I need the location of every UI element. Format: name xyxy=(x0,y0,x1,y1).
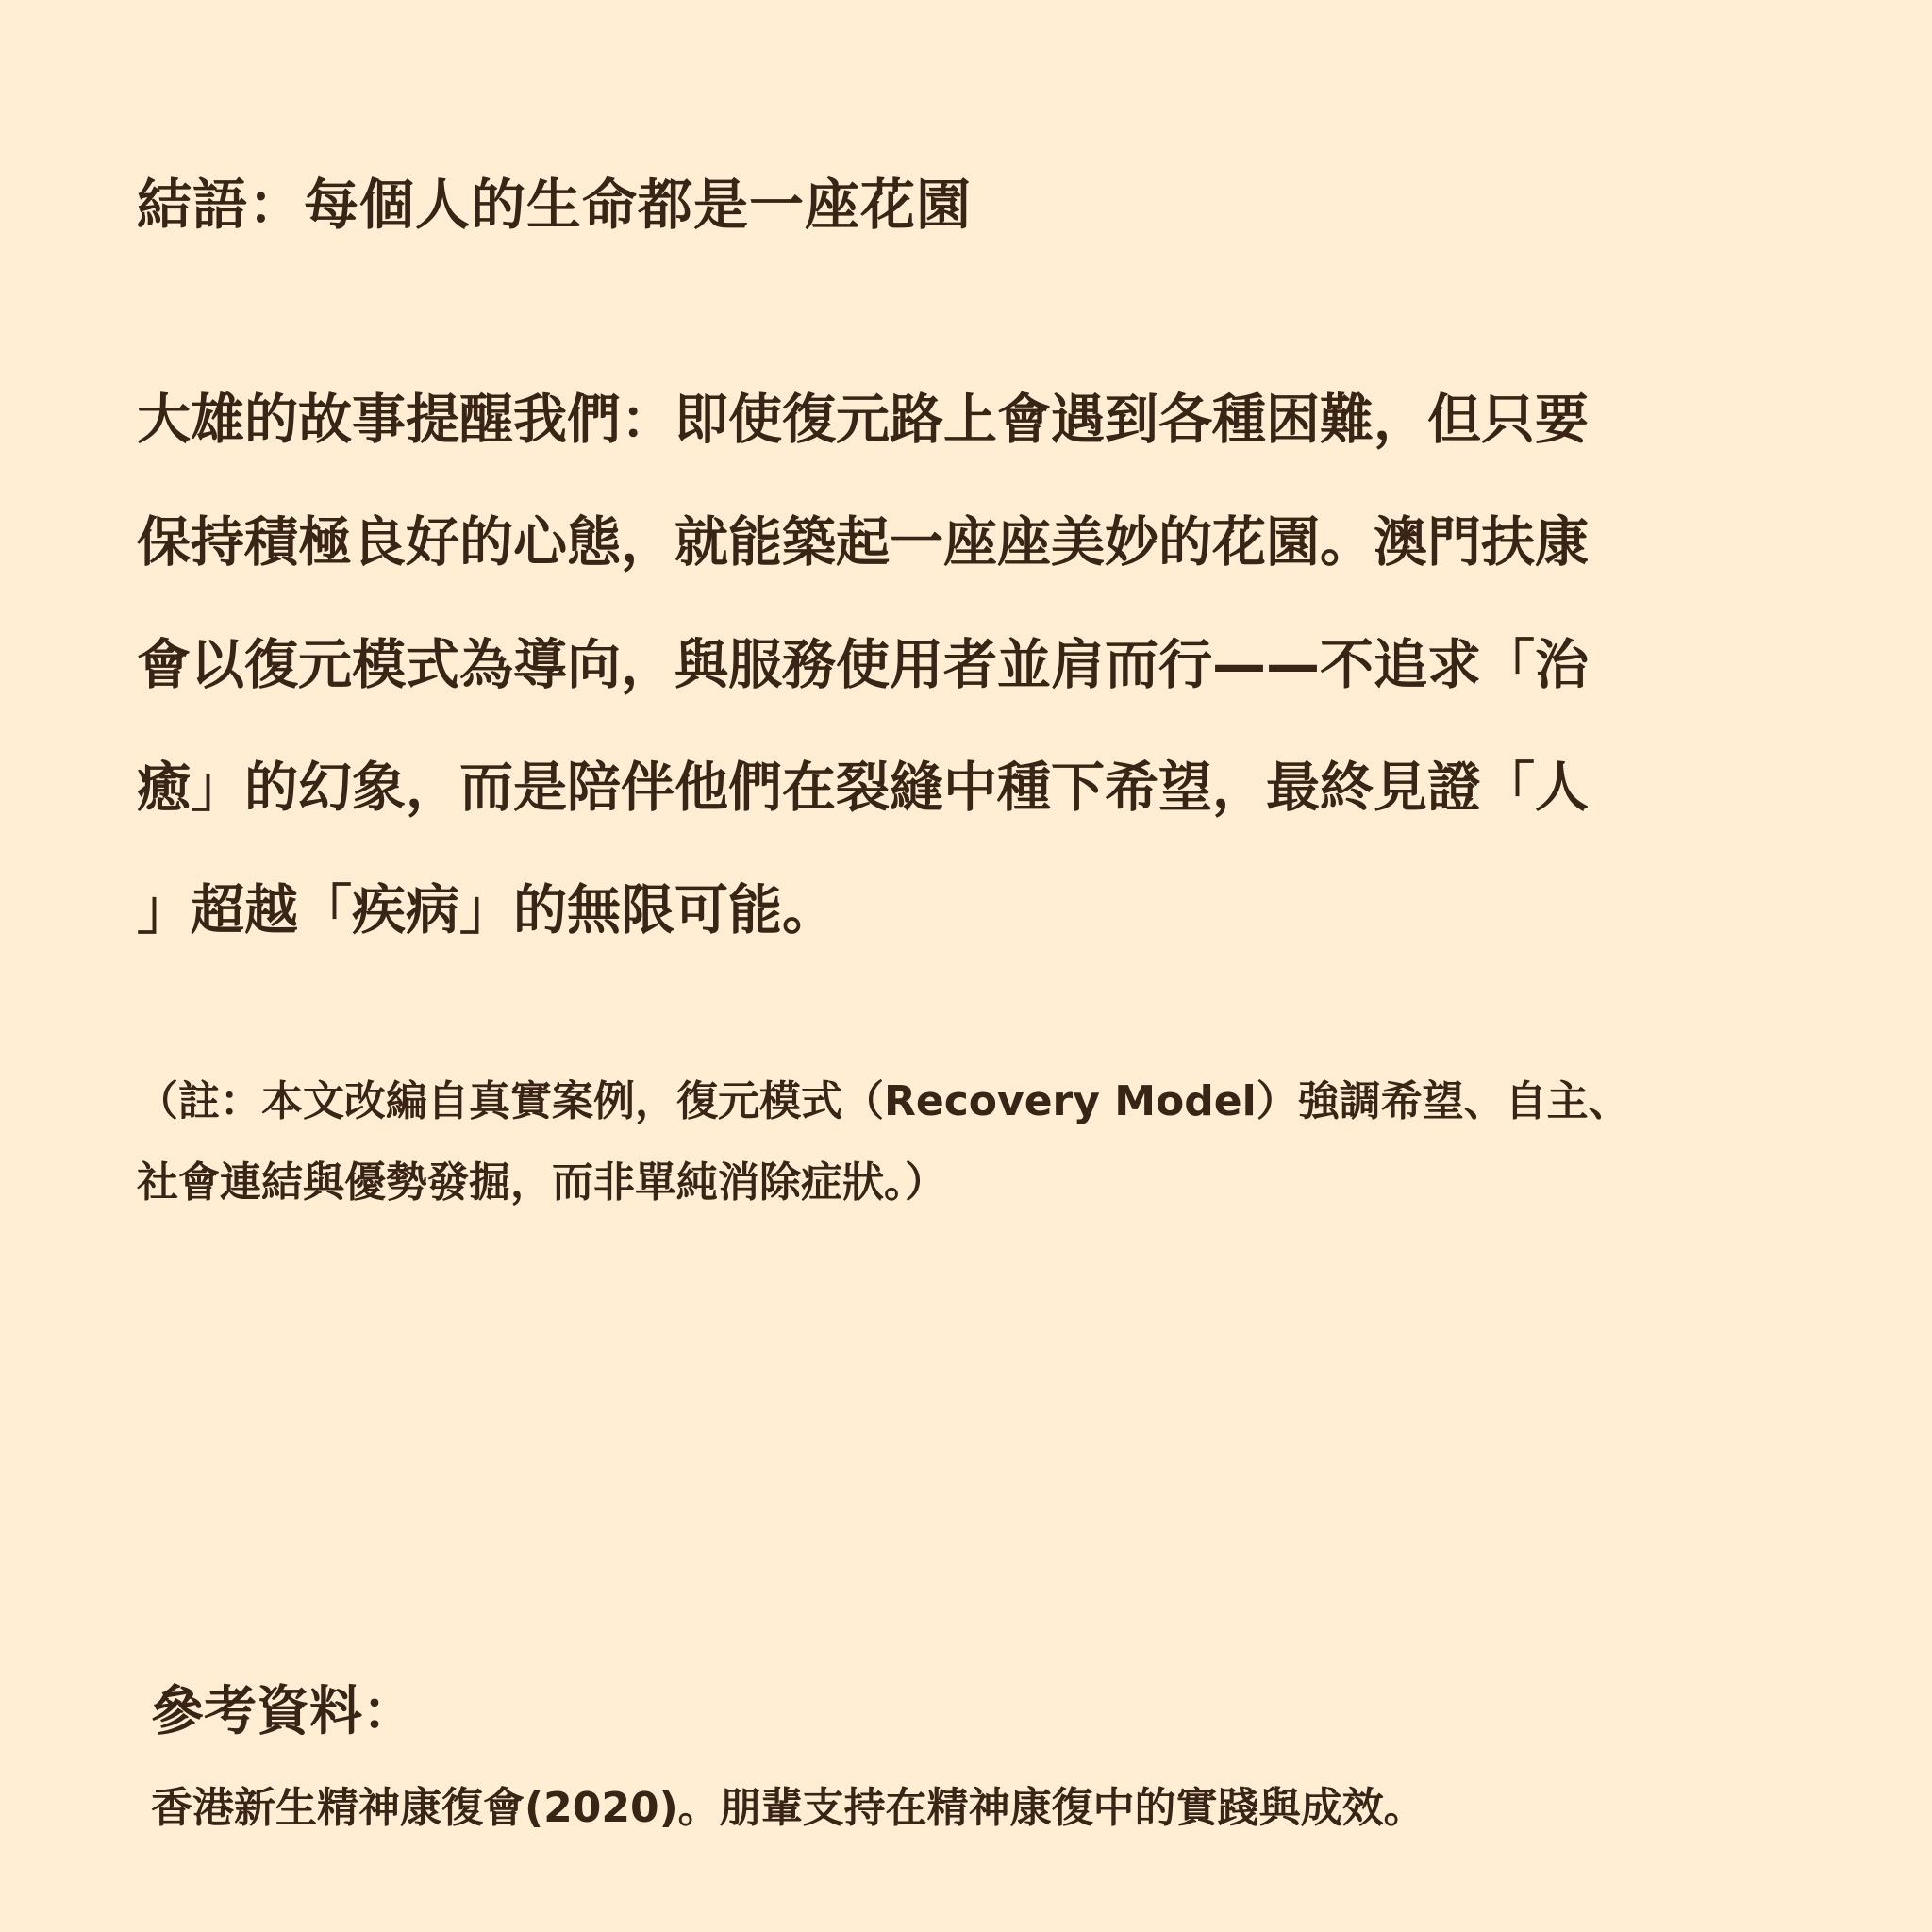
body-line: 大雄的故事提醒我們：即使復元路上會遇到各種困難，但只要 xyxy=(137,389,1589,451)
footnote-line: （註：本文改編自真實案例，復元模式（Recovery Model）強調希望、自主、 xyxy=(137,1077,1630,1125)
conclusion-body xyxy=(137,358,1797,972)
footnote xyxy=(137,1061,1797,1224)
body-line: 癒」的幻象，而是陪伴他們在裂縫中種下希望，最終見證「人 xyxy=(137,757,1589,819)
reference-item: 香港新生精神康復會(2020)。朋輩支持在精神康復中的實踐與成效。 xyxy=(151,1784,1425,1832)
references-title: 參考資料： xyxy=(151,1681,415,1742)
footnote-line: 社會連結與優勢發掘，而非單純消除症狀。） xyxy=(137,1158,946,1207)
body-line: 保持積極良好的心態，就能築起一座座美妙的花園。澳門扶康 xyxy=(137,511,1589,574)
conclusion-heading: 結語：每個人的生命都是一座花園 xyxy=(137,173,973,237)
body-line: 會以復元模式為導向，與服務使用者並肩而行——不追求「治 xyxy=(137,634,1589,696)
body-line: 」超越「疾病」的無限可能。 xyxy=(137,879,836,941)
